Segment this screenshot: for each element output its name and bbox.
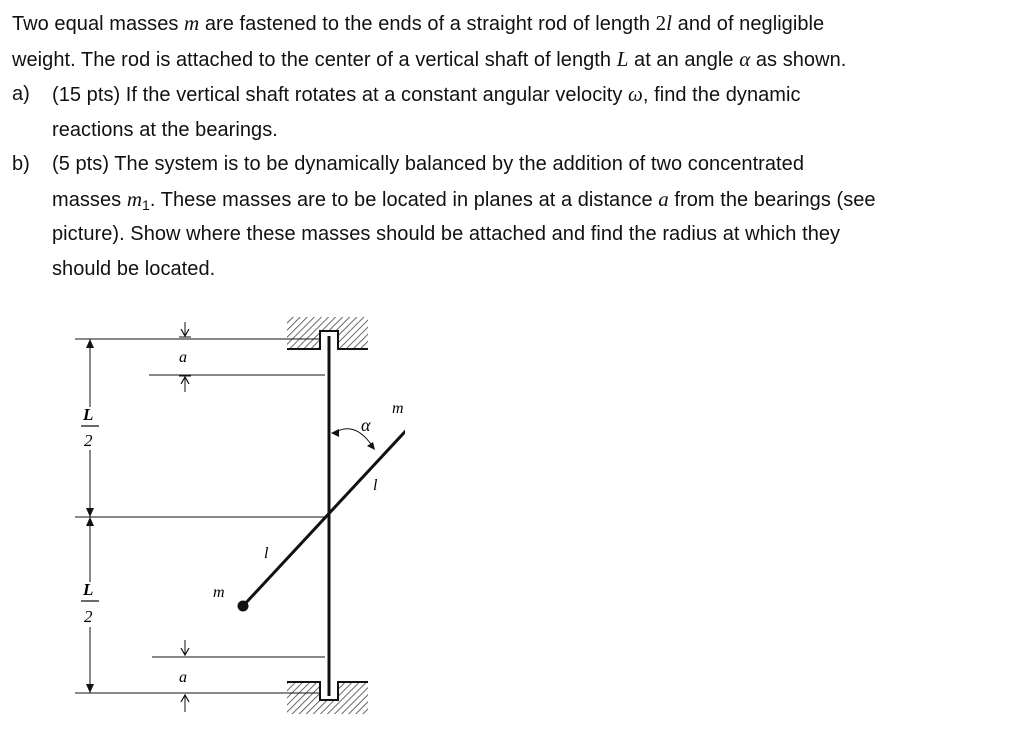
fraction-top-numerator: L xyxy=(83,405,94,424)
intro-text-3: and of negligible xyxy=(672,13,825,35)
lower-mass-dot xyxy=(238,601,249,612)
label-a-bottom: a xyxy=(179,669,187,686)
inclined-rod xyxy=(243,422,405,606)
dim-bottom-arrow-down xyxy=(86,684,94,693)
part-b-line-2 xyxy=(52,182,1002,218)
part-b-text-2: masses xyxy=(52,188,127,211)
dim-bottom-arrow-up xyxy=(86,517,94,526)
intro-text-5: at an angle xyxy=(628,48,740,71)
bottom-bearing-right-block xyxy=(338,682,368,714)
top-bearing-right-block xyxy=(338,317,368,349)
bottom-bearing-cap xyxy=(320,700,338,714)
angle-arrow-right xyxy=(367,442,375,450)
omega-symbol: ω xyxy=(628,82,643,106)
distance-symbol: a xyxy=(658,186,669,211)
length-variable: l xyxy=(666,11,673,35)
label-alpha: α xyxy=(361,415,371,435)
intro-line-2 xyxy=(12,42,1002,78)
intro-text-4: weight. The rod is attached to the center of a vertical shaft of length xyxy=(12,48,617,71)
part-b-line-4: should be located. xyxy=(52,257,216,280)
part-b-line-3: picture). Show where these masses should be attached and find the radius at which they xyxy=(52,223,841,245)
angle-arrow-left xyxy=(331,429,339,437)
label-m-upper: m xyxy=(392,400,404,417)
balance-mass-symbol: m xyxy=(126,186,143,211)
shaft-diagram-svg xyxy=(55,300,405,730)
bottom-bearing-left-block xyxy=(287,682,320,714)
part-a-line-1 xyxy=(52,77,1002,113)
part-a-text-2: , find the dynamic xyxy=(642,84,801,106)
top-bearing-left-block xyxy=(287,317,320,349)
part-a xyxy=(12,77,1002,147)
intro-text-2: are fastened to the ends of a straight rod of length xyxy=(199,13,656,35)
part-a-marker: a) xyxy=(12,83,30,105)
dim-top-arrow-up xyxy=(86,339,94,348)
part-a-line-2: reactions at the bearings. xyxy=(52,118,278,141)
part-a-text-1: (15 pts) If the vertical shaft rotates at a constant angular velocity xyxy=(52,84,629,106)
intro-text-1: Two equal masses xyxy=(12,13,185,35)
mass-symbol: m xyxy=(184,11,200,35)
label-a-top: a xyxy=(179,349,187,366)
label-l-lower: l xyxy=(264,545,269,562)
top-bearing-cap xyxy=(320,317,338,331)
fraction-bottom-denominator: 2 xyxy=(84,607,93,626)
intro-text-6: as shown. xyxy=(750,48,847,71)
intro-line-1 xyxy=(12,6,1002,42)
problem-statement xyxy=(12,6,1002,286)
balance-mass-subscript: 1 xyxy=(142,196,150,213)
angle-symbol: α xyxy=(739,46,751,71)
part-b xyxy=(12,147,1002,286)
dim-top-arrow-down xyxy=(86,508,94,517)
fraction-top-denominator: 2 xyxy=(84,431,93,450)
length-number: 2 xyxy=(655,11,667,35)
part-b-line-1: (5 pts) The system is to be dynamically balanced by the addition of two concentrated xyxy=(52,153,805,175)
shaft-length-symbol: L xyxy=(616,46,629,71)
shaft-diagram xyxy=(55,300,405,730)
fraction-bottom-numerator: L xyxy=(83,580,94,599)
part-b-text-4: from the bearings (see xyxy=(668,188,876,211)
label-m-lower: m xyxy=(213,584,225,601)
label-l-upper: l xyxy=(373,477,378,494)
part-b-text-3: . These masses are to be located in planes at a distance xyxy=(149,188,659,211)
part-b-marker: b) xyxy=(12,153,30,175)
